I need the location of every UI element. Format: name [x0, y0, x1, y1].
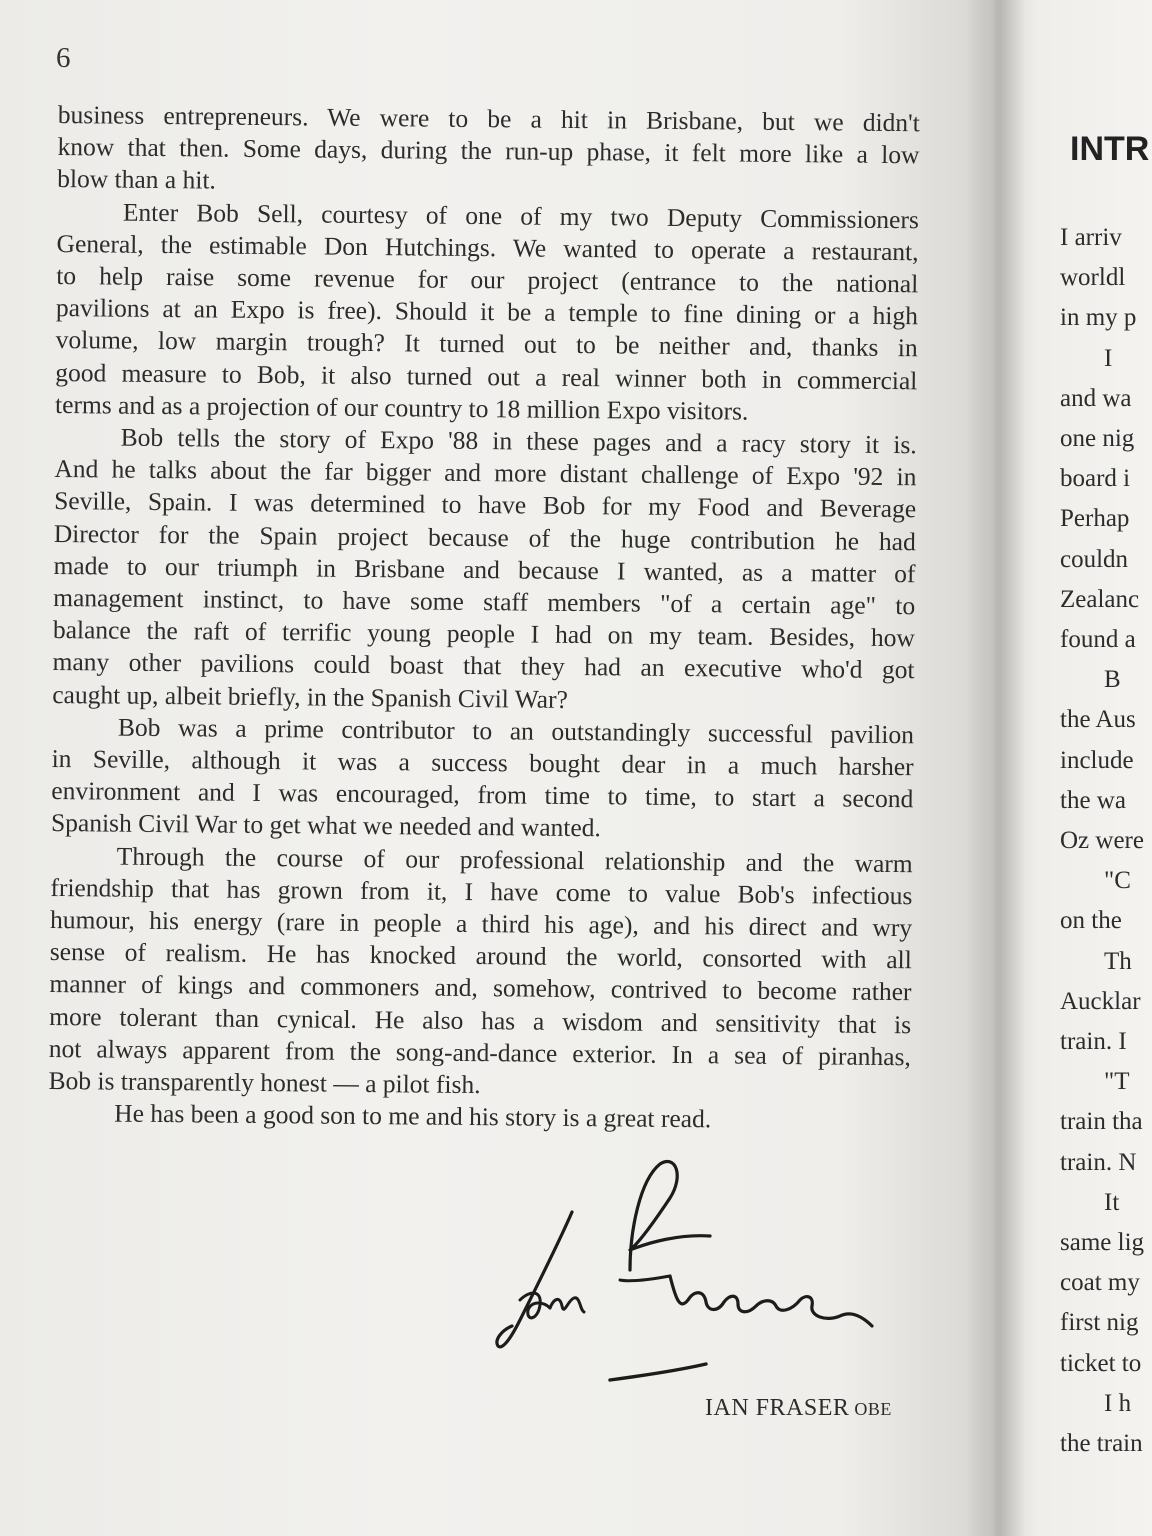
text-line: Zealanc [1060, 585, 1140, 613]
text-line: "C [1104, 867, 1131, 895]
text-line: many other pavilions could boast that they had an executive who'd got [52, 647, 915, 685]
text-line: found a [1060, 626, 1136, 654]
text-line: pavilions at an Expo is free). Should it be a temple to fine dining or a high [55, 293, 919, 331]
text-line: balance the raft of terrific young people I had on my team. Besides, how [52, 615, 916, 653]
text-line: It [1104, 1188, 1120, 1216]
right-page-text [1060, 218, 1152, 1464]
text-line: more tolerant than cynical. He also has a wisdom and sensitivity that is [49, 1001, 912, 1039]
handwritten-signature [480, 1150, 890, 1400]
text-line: Oz were [1060, 827, 1144, 855]
text-line: Th [1104, 947, 1132, 975]
text-line: "T [1104, 1068, 1130, 1096]
text-line: I h [1104, 1389, 1132, 1417]
signatory-honour: OBE [854, 1399, 892, 1419]
text-line: in my p [1060, 304, 1137, 332]
text-line: Enter Bob Sell, courtesy of one of my two Deputy Commissioners [122, 197, 920, 234]
text-line: B [1104, 666, 1121, 694]
text-line: worldl [1060, 264, 1126, 292]
text-line: same lig [1060, 1229, 1145, 1257]
text-line: sense of realism. He has knocked around the world, consorted with all [49, 937, 912, 975]
text-line: Director for the Spain project because of the huge contribution he had [53, 518, 916, 556]
text-line: one nig [1060, 425, 1135, 453]
text-line: Through the course of our professional relationship and the warm [116, 841, 913, 878]
text-line: the wa [1060, 786, 1126, 814]
chapter-heading: INTR [1070, 130, 1150, 168]
text-line: And he talks about the far bigger and more distant challenge of Expo '92 in [54, 454, 917, 492]
text-line: caught up, albeit briefly, in the Spanish Civil War? [52, 679, 569, 714]
page-number: 6 [56, 42, 71, 74]
text-line: Perhap [1060, 505, 1130, 533]
text-line: ticket to [1060, 1349, 1142, 1377]
text-line: volume, low margin trough? It turned out to be neither and, thanks in [55, 325, 918, 363]
text-line: I [1104, 344, 1113, 372]
text-line: made to our triumph in Brisbane and because I wanted, as a matter of [53, 550, 916, 589]
text-line: humour, his energy (rare in people a third his age), and his direct and wry [49, 905, 913, 943]
text-line: blow than a hit. [57, 164, 217, 195]
text-line: coat my [1060, 1269, 1140, 1297]
text-line: not always apparent from the song-and-dance exterior. In a sea of piranhas, [48, 1033, 911, 1072]
text-line: know that then. Some days, during the run-up phase, it felt more like a low [57, 132, 920, 170]
text-line: and wa [1060, 384, 1132, 412]
text-line: manner of kings and commoners and, somehow, contrived to become rather [49, 969, 912, 1007]
book-gutter [965, 0, 1025, 1536]
text-line: Bob tells the story of Expo '88 in these pages and a racy story it is. [120, 422, 917, 460]
text-line: train tha [1060, 1108, 1143, 1136]
text-line: in Seville, although it was a success bought dear in a much harsher [51, 744, 914, 782]
text-line: I arriv [1060, 224, 1122, 251]
foreword-body-text [48, 99, 920, 1138]
text-line: Seville, Spain. I was determined to have Bob for my Food and Beverage [54, 486, 917, 524]
text-line: on the [1060, 907, 1122, 935]
text-line: Bob is transparently honest — a pilot fish. [48, 1066, 481, 1100]
signature-name [705, 1395, 892, 1422]
text-line: train. I [1060, 1028, 1127, 1056]
text-line: the Aus [1060, 706, 1136, 734]
signatory-name: IAN FRASER [705, 1395, 850, 1421]
text-line: business entrepreneurs. We were to be a hit in Brisbane, but we didn't [57, 99, 920, 138]
text-line: Aucklar [1060, 987, 1141, 1015]
text-line: friendship that has grown from it, I have come to value Bob's infectious [50, 872, 913, 911]
text-line: Spanish Civil War to get what we needed and wanted. [50, 808, 602, 843]
text-line: terms and as a projection of our country to 18 million Expo visitors. [54, 389, 749, 426]
text-line: He has been a good son to me and his story is a great read. [114, 1098, 712, 1134]
text-line: include [1060, 746, 1134, 774]
text-line: the train [1060, 1430, 1143, 1458]
text-line: board i [1060, 465, 1131, 493]
text-line: Bob was a prime contributor to an outstandingly successful pavilion [117, 712, 915, 750]
text-line: to help raise some revenue for our project (entrance to the national [56, 261, 919, 299]
text-line: couldn [1060, 545, 1129, 573]
text-line: environment and I was encouraged, from time to time, to start a second [51, 776, 914, 814]
text-line: first nig [1060, 1309, 1139, 1337]
text-line: management instinct, to have some staff members "of a certain age" to [53, 583, 916, 621]
text-line: good measure to Bob, it also turned out a real winner both in commercial [55, 357, 918, 395]
text-line: General, the estimable Don Hutchings. We wanted to operate a restaurant, [56, 228, 919, 267]
text-line: train. N [1060, 1148, 1137, 1176]
